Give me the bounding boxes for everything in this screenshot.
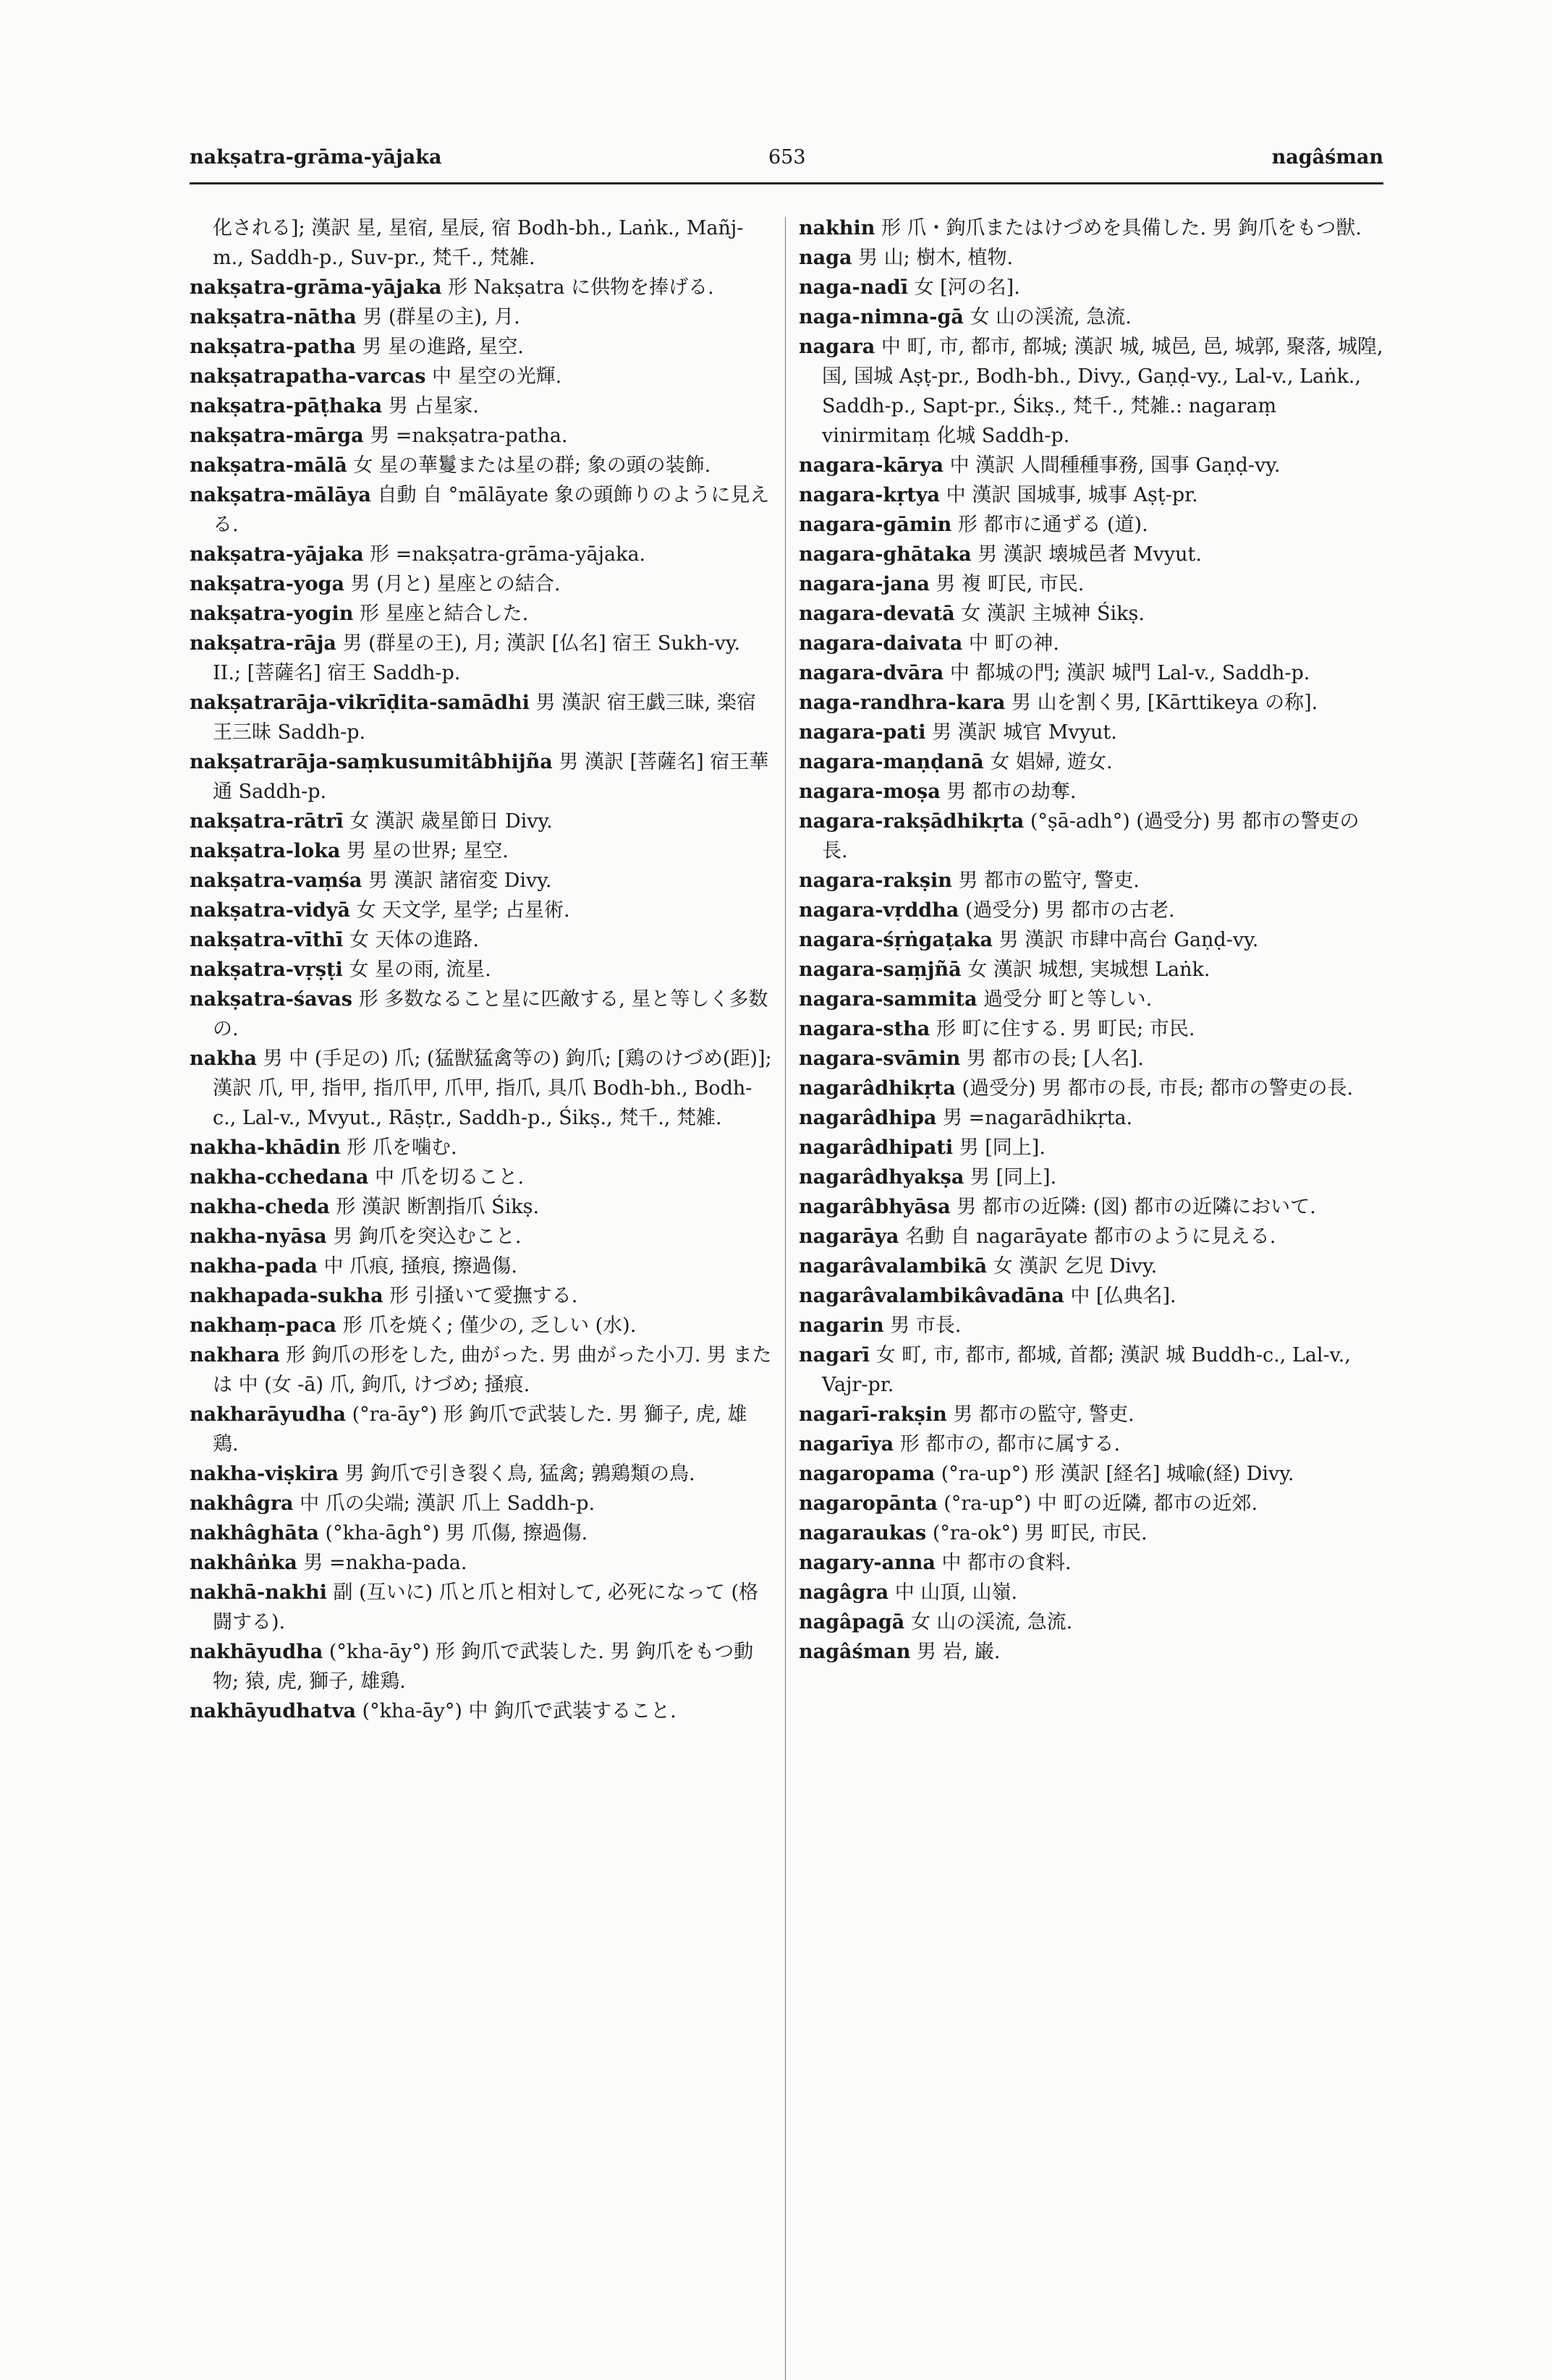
- definition: (過受分) 男 都市の古老.: [964, 899, 1175, 922]
- definition: 男 都市の近隣: (図) 都市の近隣において.: [957, 1196, 1316, 1218]
- definition: 男 都市の監守, 警吏.: [953, 1403, 1135, 1426]
- headword: nakhapada-sukha: [190, 1285, 383, 1307]
- dictionary-entry: [799, 273, 1385, 302]
- headword: nakharāyudha: [190, 1403, 346, 1426]
- dictionary-entry: [190, 362, 772, 391]
- headword: nagaropānta: [799, 1492, 938, 1515]
- dictionary-entry: [190, 1400, 772, 1459]
- headword: nakhâṅka: [190, 1552, 297, 1574]
- definition: 中 漢訳 国城事, 城事 Aṣṭ-pr.: [946, 484, 1198, 506]
- headword: nagara-rakṣin: [799, 870, 952, 892]
- headword: naga-nadī: [799, 276, 908, 299]
- dictionary-entry: [190, 1696, 772, 1726]
- headword: nakṣatra-loka: [190, 840, 341, 862]
- headword: nakṣatra-nātha: [190, 306, 357, 328]
- headword: nagarīya: [799, 1433, 894, 1455]
- definition: 過受分 町と等しい.: [983, 988, 1153, 1011]
- definition: 形 多数なること星に匹敵する, 星と等しく多数の.: [213, 988, 768, 1040]
- headword: nakṣatra-grāma-yājaka: [190, 276, 442, 299]
- definition: 男 市長.: [890, 1314, 962, 1337]
- definition: (°ṣā-adh°) (過受分) 男 都市の警吏の長.: [822, 810, 1360, 862]
- dictionary-entry: [799, 332, 1385, 451]
- dictionary-entry: [799, 243, 1385, 273]
- definition: 男 岩, 巌.: [917, 1641, 1001, 1663]
- headword: naga-randhra-kara: [799, 692, 1006, 714]
- definition: 男 漢訳 城官 Mvyut.: [932, 721, 1117, 744]
- dictionary-entry: [799, 1429, 1385, 1459]
- definition: 女 星の華鬘または星の群; 象の頭の装飾.: [353, 454, 711, 477]
- definition: 中 都市の食料.: [941, 1552, 1072, 1574]
- definition: 形 爪・鉤爪またはけづめを具備した. 男 鉤爪をもつ獣.: [881, 217, 1362, 239]
- headword: nakṣatra-mālā: [190, 454, 347, 477]
- dictionary-entry: [799, 1578, 1385, 1607]
- dictionary-entry: [190, 599, 772, 629]
- definition: 男 漢訳 [菩薩名] 宿王華通 Saddh-p.: [213, 751, 769, 803]
- dictionary-entry: [799, 510, 1385, 540]
- headword: nakṣatra-mārga: [190, 425, 364, 447]
- definition: 男 鉤爪を突込むこと.: [333, 1225, 522, 1248]
- definition: 女 [河の名].: [914, 276, 1020, 299]
- dictionary-entry: [799, 540, 1385, 569]
- headword: nakṣatra-patha: [190, 336, 356, 358]
- dictionary-entry: [799, 985, 1385, 1014]
- definition: 男 漢訳 諸宿変 Divy.: [368, 870, 552, 892]
- headword: nagara-kārya: [799, 454, 944, 477]
- definition: 形 都市に通ずる (道).: [957, 514, 1148, 536]
- headword: nagarâvalambikâvadāna: [799, 1285, 1064, 1307]
- dictionary-entry: [799, 777, 1385, 807]
- definition: 男 星の世界; 星空.: [347, 840, 509, 862]
- definition: 男 [同上].: [959, 1136, 1046, 1159]
- headword: nagaropama: [799, 1463, 936, 1485]
- definition: (過受分) 男 都市の長, 市長; 都市の警吏の長.: [962, 1077, 1354, 1100]
- dictionary-entry: [799, 1637, 1385, 1667]
- definition: 形 都市の, 都市に属する.: [899, 1433, 1121, 1455]
- headword: nagary-anna: [799, 1552, 936, 1574]
- definition: 形 鉤爪の形をした, 曲がった. 男 曲がった小刀. 男 または 中 (女 -ā) 爪, 鉤爪, けづめ; 掻痕.: [213, 1344, 772, 1396]
- definition: 形 爪を噛む.: [347, 1136, 457, 1159]
- definition: 女 町, 市, 都市, 都城, 首都; 漢訳 城 Buddh-c., Lal-v., Vajr-pr.: [822, 1344, 1351, 1396]
- dictionary-entry: [190, 747, 772, 807]
- headword: nakṣatra-śavas: [190, 988, 353, 1011]
- definition: 中 都城の門; 漢訳 城門 Lal-v., Saddh-p.: [949, 662, 1310, 684]
- dictionary-entry: [190, 451, 772, 480]
- headword: nagara-jana: [799, 573, 930, 595]
- headword: nakṣatra-yoga: [190, 573, 344, 595]
- dictionary-entry: [799, 747, 1385, 777]
- headword: nakṣatra-rātrī: [190, 810, 344, 833]
- definition: 女 天文学, 星学; 占星術.: [356, 899, 570, 922]
- definition: 形 =nakṣatra-grāma-yājaka.: [370, 543, 646, 566]
- definition: 女 漢訳 主城神 Śikṣ.: [961, 603, 1145, 625]
- headword: nagarâdhipati: [799, 1136, 954, 1159]
- dictionary-entry: [190, 480, 772, 540]
- dictionary-entry: [799, 866, 1385, 896]
- dictionary-entry: [799, 1489, 1385, 1518]
- headword: nagarâdhyakṣa: [799, 1166, 964, 1189]
- page-number: 653: [768, 146, 806, 169]
- definition: 形 町に住する. 男 町民; 市民.: [936, 1018, 1195, 1040]
- headword: nagara-ghātaka: [799, 543, 972, 566]
- definition: 形 漢訳 断割指爪 Śikṣ.: [336, 1196, 540, 1218]
- headword: nagarâdhipa: [799, 1107, 937, 1129]
- headword: nagara-daivata: [799, 632, 963, 655]
- definition: 男 (群星の王), 月; 漢訳 [仏名] 宿王 Sukh-vy. II.; [菩薩名] 宿王 Saddh-p.: [213, 632, 741, 684]
- headword: nagara-pati: [799, 721, 926, 744]
- dictionary-entry: [190, 569, 772, 599]
- headword: nagara-svāmin: [799, 1047, 961, 1070]
- headword: nagarī-rakṣin: [799, 1403, 947, 1426]
- headword: nagara-stha: [799, 1018, 930, 1040]
- dictionary-entry: [190, 302, 772, 332]
- dictionary-entry: [799, 1607, 1385, 1637]
- dictionary-entry: [799, 1014, 1385, 1044]
- dictionary-entry: [799, 688, 1385, 718]
- dictionary-entry: [799, 925, 1385, 955]
- dictionary-entry: [799, 1311, 1385, 1340]
- dictionary-entry: [190, 1192, 772, 1222]
- right-guide-word: nagâśman: [1271, 146, 1383, 169]
- headword: nagarâdhikṛta: [799, 1077, 956, 1100]
- headword: nagara: [799, 336, 875, 358]
- definition: 自動 自 °mālāyate 象の頭飾りのように見える.: [213, 484, 770, 536]
- headword: nagara-kṛtya: [799, 484, 941, 506]
- definition: 形 爪を焼く; 僅少の, 乏しい (水).: [342, 1314, 637, 1337]
- dictionary-entry: [799, 1044, 1385, 1074]
- column-divider: [785, 217, 786, 2380]
- headword: nagarī: [799, 1344, 870, 1367]
- definition: 女 漢訳 乞児 Divy.: [993, 1255, 1158, 1278]
- left-guide-word: nakṣatra-grāma-yājaka: [190, 146, 442, 169]
- definition: (°ra-up°) 形 漢訳 [経名] 城喩(経) Divy.: [941, 1463, 1294, 1485]
- definition: 中 爪を切ること.: [374, 1166, 525, 1189]
- dictionary-entry: [799, 1222, 1385, 1251]
- headword: nakhāyudhatva: [190, 1700, 356, 1722]
- headword: nagara-gāmin: [799, 514, 952, 536]
- headword: nakha-nyāsa: [190, 1225, 327, 1248]
- definition: 男 山; 樹木, 植物.: [858, 247, 1014, 269]
- definition: 女 星の雨, 流星.: [349, 959, 491, 981]
- headword: nagâgra: [799, 1581, 889, 1604]
- headword: nagara-saṃjñā: [799, 959, 962, 981]
- dictionary-entry: [799, 213, 1385, 243]
- dictionary-entry: [799, 451, 1385, 480]
- definition: 男 (群星の主), 月.: [362, 306, 520, 328]
- headword: nakha-cheda: [190, 1196, 330, 1218]
- definition: 男 [同上].: [970, 1166, 1057, 1189]
- definition: 男 複 町民, 市民.: [936, 573, 1085, 595]
- dictionary-entry: [799, 1192, 1385, 1222]
- headword: nakṣatra-mālāya: [190, 484, 371, 506]
- definition: 形 星座と結合した.: [359, 603, 529, 625]
- definition: 男 山を割く男, [Kārttikeya の称].: [1012, 692, 1318, 714]
- headword: nakha-viṣkira: [190, 1463, 339, 1485]
- dictionary-entry: [190, 1163, 772, 1192]
- right-column: [799, 213, 1385, 1667]
- headword: nakhâghāta: [190, 1522, 319, 1544]
- definition: 女 娼婦, 遊女.: [990, 751, 1113, 773]
- headword: nagâpagā: [799, 1611, 905, 1633]
- headword: nakṣatrarāja-vikrīḍita-samādhi: [190, 692, 530, 714]
- headword: naga-nimna-gā: [799, 306, 964, 328]
- headword: nagarāya: [799, 1225, 899, 1248]
- dictionary-entry: [799, 1163, 1385, 1192]
- dictionary-entry: [190, 866, 772, 896]
- headword: nagâśman: [799, 1641, 911, 1663]
- headword: nakṣatra-yājaka: [190, 543, 364, 566]
- dictionary-entry: [190, 688, 772, 747]
- headword: nakhaṃ-paca: [190, 1314, 337, 1337]
- definition: 形 引掻いて愛撫する.: [389, 1285, 578, 1307]
- dictionary-entry: [190, 955, 772, 985]
- dictionary-entry: [190, 896, 772, 925]
- definition: 女 漢訳 城想, 実城想 Laṅk.: [967, 959, 1210, 981]
- definition: 中 町の神.: [968, 632, 1059, 655]
- dictionary-entry: [190, 1044, 772, 1133]
- dictionary-entry: [190, 1311, 772, 1340]
- headword: nagara-moṣa: [799, 781, 941, 803]
- dictionary-entry: [190, 1489, 772, 1518]
- headword: nakṣatra-vaṃśa: [190, 870, 362, 892]
- dictionary-entry: [190, 273, 772, 302]
- dictionary-entry: [190, 1459, 772, 1489]
- left-column: [190, 213, 772, 1726]
- dictionary-entry: [799, 629, 1385, 658]
- dictionary-entry: [190, 1251, 772, 1281]
- headword: nagarâbhyāsa: [799, 1196, 951, 1218]
- headword: nagara-dvāra: [799, 662, 944, 684]
- headword: nakhā-nakhi: [190, 1581, 327, 1604]
- dictionary-entry: [190, 1222, 772, 1251]
- headword: nakhâgra: [190, 1492, 294, 1515]
- headword: nagaraukas: [799, 1522, 927, 1544]
- dictionary-entry: [799, 599, 1385, 629]
- definition: 男 都市の劫奪.: [946, 781, 1077, 803]
- dictionary-entry: [190, 836, 772, 866]
- definition: 男 漢訳 市肆中高台 Gaṇḍ-vy.: [998, 929, 1259, 951]
- definition: 女 天体の進路.: [349, 929, 479, 951]
- headword: nakṣatrapatha-varcas: [190, 365, 426, 388]
- headword: nagarâvalambikā: [799, 1255, 988, 1278]
- headword: nagara-vṛddha: [799, 899, 959, 922]
- definition: 男 =nakha-pada.: [303, 1552, 467, 1574]
- headword: nakha-pada: [190, 1255, 318, 1278]
- dictionary-entry: [799, 1459, 1385, 1489]
- dictionary-entry: [799, 807, 1385, 866]
- running-header: [190, 146, 1383, 175]
- definition: 男 鉤爪で引き裂く鳥, 猛禽; 鶉鶏類の鳥.: [344, 1463, 695, 1485]
- dictionary-entry: [190, 540, 772, 569]
- headword: nakhin: [799, 217, 875, 239]
- dictionary-entry: [799, 1281, 1385, 1311]
- dictionary-entry: [190, 1518, 772, 1548]
- dictionary-entry: [799, 658, 1385, 688]
- definition: 女 山の渓流, 急流.: [910, 1611, 1073, 1633]
- definition: 男 中 (手足の) 爪; (猛獣猛禽等の) 鉤爪; [鶏のけづめ(距)]; 漢訳 爪, 甲, 指甲, 指爪甲, 爪甲, 指爪, 具爪 Bodh-bh., Bodh-c., Lal-v., Mvyut., Rāṣṭr., Saddh-p., Śikṣ., 梵千., 梵雑.: [213, 1047, 772, 1129]
- definition: 中 漢訳 人間種種事務, 国事 Gaṇḍ-vy.: [949, 454, 1281, 477]
- definition: 中 町, 市, 都市, 都城; 漢訳 城, 城邑, 邑, 城郭, 聚落, 城隍, 国, 国城 Aṣṭ-pr., Bodh-bh., Divy., Gaṇḍ-vy., Lal-v., Laṅk., Saddh-p., Sapt-pr., Śikṣ., 梵千., 梵雑.: nagaraṃ vinirmitaṃ 化城 Saddh-p.: [822, 336, 1383, 447]
- dictionary-entry: [190, 391, 772, 421]
- dictionary-entry: [799, 955, 1385, 985]
- dictionary-entry: [799, 480, 1385, 510]
- dictionary-entry: [799, 718, 1385, 747]
- definition: 男 漢訳 宿王戯三昧, 楽宿王三昧 Saddh-p.: [213, 692, 756, 744]
- headword: nagara-sammita: [799, 988, 978, 1011]
- dictionary-entry: [190, 629, 772, 688]
- headword: nakha: [190, 1047, 257, 1070]
- headword: nagara-maṇḍanā: [799, 751, 984, 773]
- definition: 男 占星家.: [388, 395, 479, 417]
- definition: 形 Nakṣatra に供物を捧げる.: [448, 276, 714, 299]
- definition: 男 (月と) 星座との結合.: [350, 573, 561, 595]
- definition: 中 星空の光輝.: [432, 365, 562, 388]
- headword: nagara-rakṣādhikṛta: [799, 810, 1025, 833]
- definition: 男 漢訳 壊城邑者 Mvyut.: [978, 543, 1202, 566]
- definition: 名動 自 nagarāyate 都市のように見える.: [905, 1225, 1276, 1248]
- definition: (°ra-ok°) 男 町民, 市民.: [932, 1522, 1148, 1544]
- headword: nakṣatra-vīthī: [190, 929, 344, 951]
- definition: (°ra-up°) 中 町の近隣, 都市の近郊.: [944, 1492, 1258, 1515]
- headword: nakhara: [190, 1344, 280, 1367]
- dictionary-entry: [799, 1074, 1385, 1103]
- dictionary-entry: [799, 1133, 1385, 1163]
- headword: nagarin: [799, 1314, 884, 1337]
- headword: naga: [799, 247, 852, 269]
- definition: (°kha-āgh°) 男 爪傷, 擦過傷.: [325, 1522, 588, 1544]
- headword: nakha-khādin: [190, 1136, 341, 1159]
- headword: nakha-cchedana: [190, 1166, 369, 1189]
- dictionary-entry: [190, 421, 772, 451]
- definition: (°kha-āy°) 中 鉤爪で武装すること.: [362, 1700, 677, 1722]
- headword: nakṣatra-pāṭhaka: [190, 395, 383, 417]
- definition: 男 都市の長; [人名].: [966, 1047, 1144, 1070]
- headword: nakṣatra-yogin: [190, 603, 354, 625]
- dictionary-entry: [190, 1548, 772, 1578]
- headword: nagara-śṛṅgaṭaka: [799, 929, 993, 951]
- definition: 中 爪痕, 掻痕, 擦過傷.: [323, 1255, 518, 1278]
- dictionary-entry: [190, 1340, 772, 1400]
- header-rule: [190, 182, 1383, 184]
- definition: 中 山頂, 山嶺.: [894, 1581, 1018, 1604]
- headword: nakṣatra-rāja: [190, 632, 336, 655]
- definition: 女 山の渓流, 急流.: [970, 306, 1132, 328]
- dictionary-entry: [190, 332, 772, 362]
- dictionary-entry: [799, 1340, 1385, 1400]
- dictionary-entry: [799, 896, 1385, 925]
- headword: nagara-devatā: [799, 603, 955, 625]
- definition: 中 [仏典名].: [1070, 1285, 1176, 1307]
- definition: (°kha-āy°) 形 鉤爪で武装した. 男 鉤爪をもつ動物; 猿, 虎, 獅子, 雄鶏.: [213, 1641, 754, 1693]
- headword: nakhāyudha: [190, 1641, 323, 1663]
- definition: 副 (互いに) 爪と爪と相対して, 必死になって (格闘する).: [213, 1581, 758, 1633]
- continuation-text: 化される]; 漢訳 星, 星宿, 星辰, 宿 Bodh-bh., Laṅk., Mañj-m., Saddh-p., Suv-pr., 梵千., 梵雑.: [213, 217, 744, 269]
- definition: 男 =nakṣatra-patha.: [370, 425, 568, 447]
- dictionary-entry: [190, 925, 772, 955]
- dictionary-entry: [799, 1518, 1385, 1548]
- headword: nakṣatra-vṛṣṭi: [190, 959, 343, 981]
- dictionary-entry: [799, 1400, 1385, 1429]
- definition: (°ra-āy°) 形 鉤爪で武装した. 男 獅子, 虎, 雄鶏.: [213, 1403, 747, 1455]
- dictionary-entry: [190, 1578, 772, 1637]
- dictionary-entry: [799, 302, 1385, 332]
- dictionary-entry: [799, 1103, 1385, 1133]
- headword: nakṣatrarāja-saṃkusumitâbhijña: [190, 751, 553, 773]
- dictionary-entry: [190, 1133, 772, 1163]
- definition: 男 =nagarādhikṛta.: [942, 1107, 1133, 1129]
- dictionary-entry: [190, 985, 772, 1044]
- dictionary-entry: [190, 807, 772, 836]
- definition: 女 漢訳 歳星節日 Divy.: [349, 810, 553, 833]
- dictionary-entry: [799, 569, 1385, 599]
- dictionary-entry: [799, 1251, 1385, 1281]
- headword: nakṣatra-vidyā: [190, 899, 350, 922]
- definition: 男 星の進路, 星空.: [362, 336, 524, 358]
- definition: 男 都市の監守, 警吏.: [958, 870, 1140, 892]
- dictionary-entry: [190, 1281, 772, 1311]
- definition: 中 爪の尖端; 漢訳 爪上 Saddh-p.: [300, 1492, 595, 1515]
- dictionary-entry: [799, 1548, 1385, 1578]
- dictionary-entry: [190, 1637, 772, 1696]
